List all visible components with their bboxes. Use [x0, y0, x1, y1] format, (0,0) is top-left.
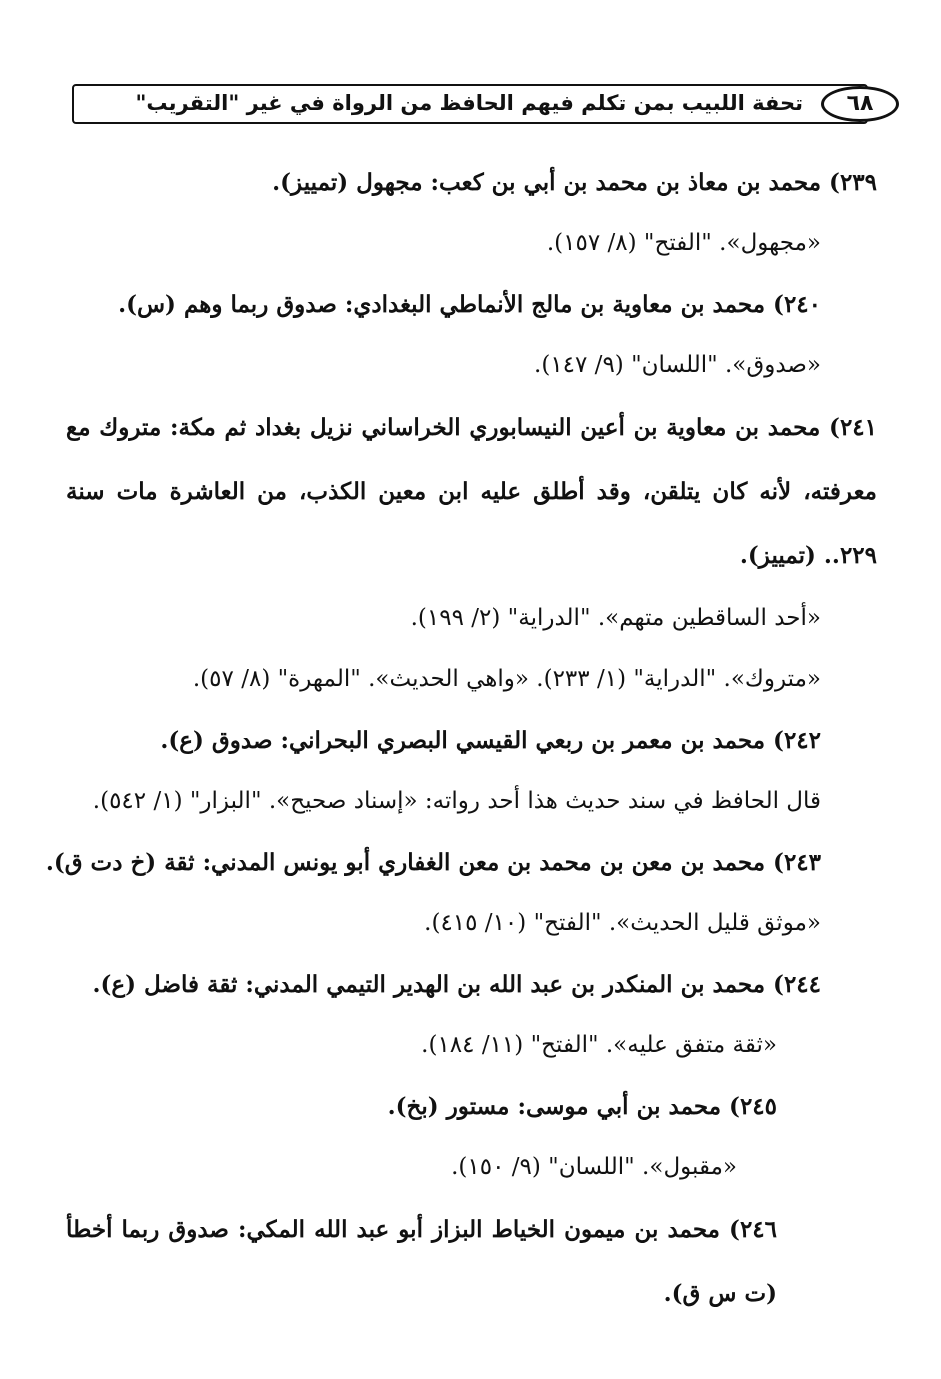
entry-line: ٢٤٦) محمد بن ميمون الخياط البزاز أبو عبد الله المكي: صدوق ربما أخطأ (ت س ق).: [66, 1216, 777, 1307]
entry-line: ٢٤٣) محمد بن معن بن محمد بن معن الغفاري أبو يونس المدني: ثقة (خ دت ق).: [45, 849, 821, 876]
entry-line: ٢٤٢) محمد بن معمر بن ربعي القيسي البصري البحراني: صدوق (ع).: [160, 727, 821, 754]
entry-line: ٢٤٠) محمد بن معاوية بن مالج الأنماطي البغدادي: صدوق ربما وهم (س).: [118, 291, 821, 318]
entry-line: ٢٤١) محمد بن معاوية بن أعين النيسابوري الخراساني نزيل بغداد ثم مكة: متروك مع معرفته، لأنه كان يتلقن، وقد أطلق عليه ابن معين الكذب، من العاشرة مات سنة ٢٢٩.. (تمييز).: [66, 414, 877, 569]
entry-line: «موثق قليل الحديث». "الفتح" (١٠/ ٤١٥).: [424, 910, 821, 936]
entry-line: «صدوق». "اللسان" (٩/ ١٤٧).: [534, 352, 821, 378]
entry-line: «مقبول». "اللسان" (٩/ ١٥٠).: [451, 1154, 737, 1180]
entry-line: «مجهول». "الفتح" (٨/ ١٥٧).: [546, 230, 821, 256]
entry-line: قال الحافظ في سند حديث هذا أحد رواته: «إسناد صحيح». "البزار" (١/ ٥٤٢).: [92, 788, 821, 814]
entry-line: ٢٤٥) محمد بن أبي موسى: مستور (بخ).: [387, 1093, 777, 1120]
page-number: ٦٨: [821, 86, 899, 122]
entry-line: ٢٤٤) محمد بن المنكدر بن عبد الله بن الهدير التيمي المدني: ثقة فاضل (ع).: [92, 971, 821, 998]
entry-line: «ثقة متفق عليه». "الفتح" (١١/ ١٨٤).: [421, 1032, 777, 1058]
page-body: [45, 152, 877, 1326]
entry-line: «متروك». "الدراية" (١/ ٢٣٣). «واهي الحديث». "المهرة" (٨/ ٥٧).: [192, 666, 821, 692]
running-title: تحفة اللبيب بمن تكلم فيهم الحافظ من الرواة في غير "التقريب": [135, 91, 803, 115]
entry-line: «أحد الساقطين متهم». "الدراية" (٢/ ١٩٩).: [410, 605, 821, 631]
entry-line: ٢٣٩) محمد بن معاذ بن محمد بن أبي بن كعب: مجهول (تمييز).: [272, 169, 877, 196]
